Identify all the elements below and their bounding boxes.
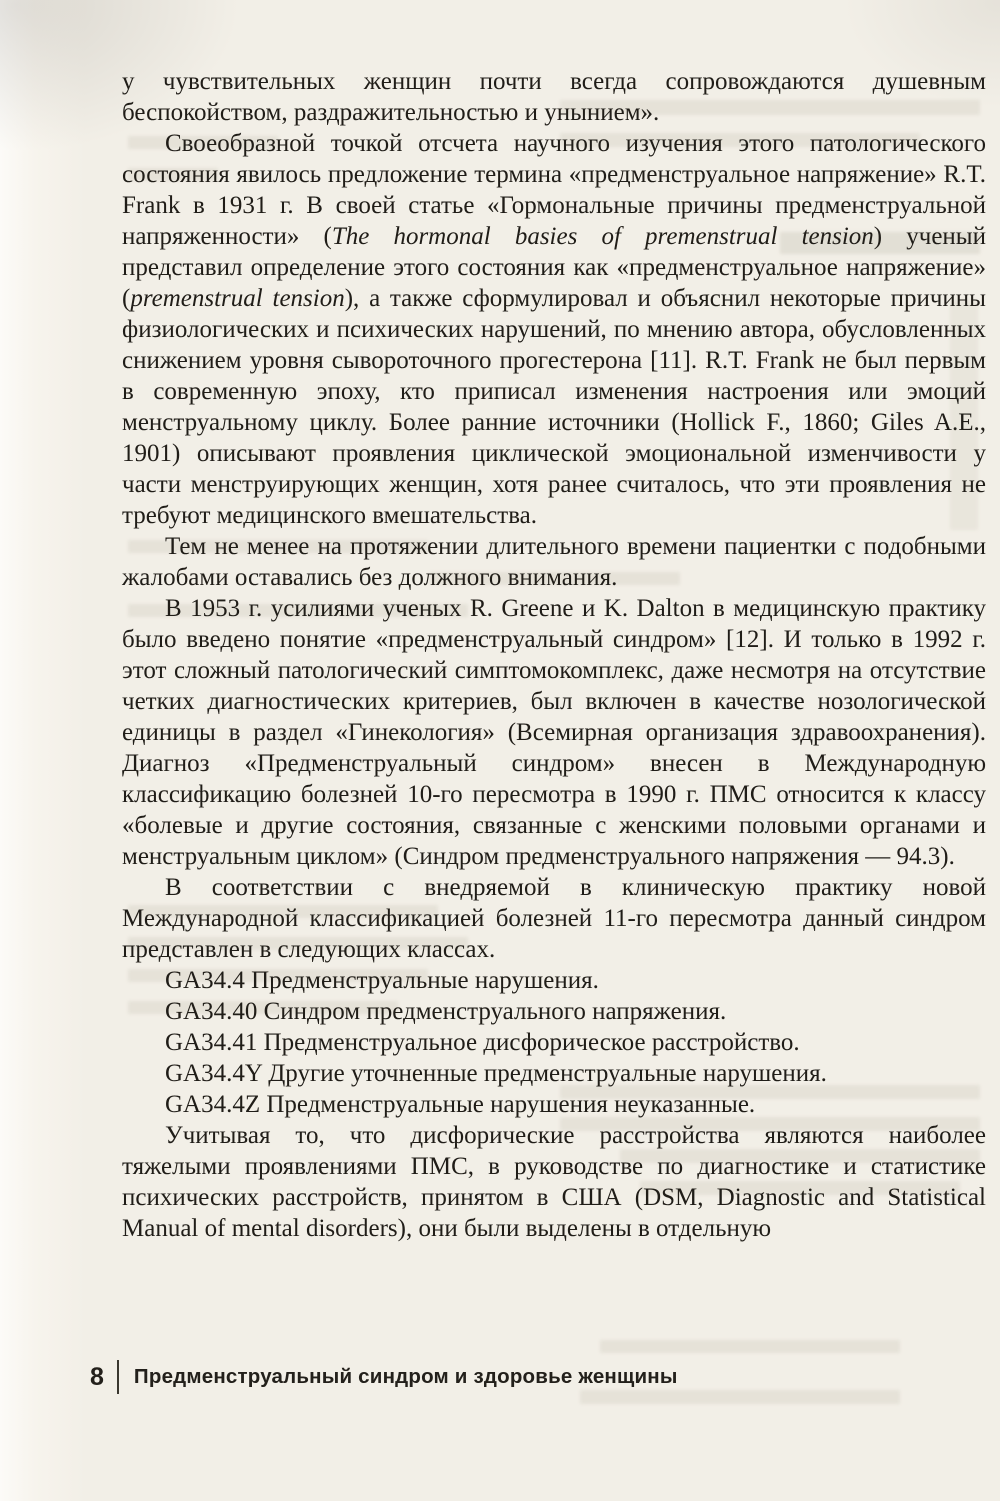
paragraph: у чувствительных женщин почти всегда сопровождаются душевным беспокойством, раздражительностью и унынием». (122, 68, 986, 126)
text-run: ), а также сформулировал и объяснил некоторые причины физиологических и психических нарушений, по мнению автора, обусловленных снижением уровня сывороточного прогестерона [11]. R.T. Frank не был первым в современную эпоху, кто приписал изменения настроения или эмоций менструальному циклу. Более ранние источники (Hollick F., 1860; Giles A.E., 1901) описывают проявления циклической эмоциональной изменчивости у части менструирующих женщин, хотя ранее считалось, что эти проявления не требуют медицинского вмешательства. (122, 285, 986, 529)
footer-divider (117, 1360, 119, 1394)
page-number: 8 (90, 1362, 104, 1391)
text-run: Своеобразной точкой отсчета научного изучения этого патологического состояния явилось предложение термина «предменструальное напряжение» R.T. Frank в 1931 г. В своей статье «Гормональные причины предменструальной напряженности» ( (122, 130, 986, 250)
paragraph: В соответствии с внедряемой в клиническую практику новой Международной классификацией болезней 11-го пересмотра данный синдром представлен в следующих классах. (122, 874, 986, 963)
text-run: ) ученый представил определение этого состояния как «предменструальное напряжение» ( (122, 223, 986, 312)
running-title: Предменструальный синдром и здоровье женщины (133, 1365, 678, 1388)
classification-item: GA34.4 Предменструальные нарушения. (165, 967, 599, 994)
classification-item: GA34.41 Предменструальное дисфорическое расстройство. (165, 1029, 800, 1056)
body-text (122, 66, 986, 1244)
classification-item: GA34.4Z Предменструальные нарушения неуказанные. (165, 1091, 756, 1118)
paragraph: В 1953 г. усилиями ученых R. Greene и K. Dalton в медицинскую практику было введено понятие «предменструальный синдром» [12]. И только в 1992 г. этот сложный патологический симптомокомплекс, даже несмотря на отсутствие четких диагностических критериев, был включен в качестве нозологической единицы в раздел «Гинекология» (Всемирная организация здравоохранения). Диагноз «Предменструальный синдром» внесен в Международную классификацию болезней 10-го пересмотра в 1990 г. ПМС относится к классу «болевые и другие состояния, связанные с женскими половыми органами и менструальным циклом» (Синдром предменструального напряжения — 94.3). (122, 595, 986, 870)
paragraph: Учитывая то, что дисфорические расстройства являются наиболее тяжелыми проявлениями ПМС, в руководстве по диагностике и статистике психических расстройств, принятом в США (DSM, Diagnostic and Statistical Manual of mental disorders), они были выделены в отдельную (122, 1122, 986, 1242)
classification-item: GA34.40 Синдром предменструального напряжения. (165, 998, 727, 1025)
paragraph (122, 128, 986, 531)
paragraph: Тем не менее на протяжении длительного времени пациентки с подобными жалобами оставались без должного внимания. (122, 533, 986, 591)
footer (90, 1360, 678, 1394)
italic-run: The hormonal basies of premenstrual tension (331, 223, 874, 250)
italic-run: premenstrual tension (130, 285, 345, 312)
classification-item: GA34.4Y Другие уточненные предменструальные нарушения. (165, 1060, 827, 1087)
